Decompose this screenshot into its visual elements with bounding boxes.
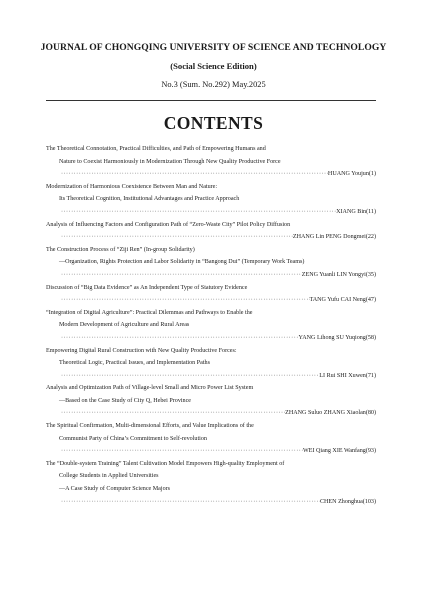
article-title: The “Double-system Training” Talent Cultivation Model Empowers High-quality Employment of [46,460,285,467]
dot-leader [46,231,293,244]
dot-leader [46,496,320,509]
article-title-continued: Communist Party of China’s Commitment to Self-revolution [59,435,207,442]
author-line [46,407,376,420]
header-rule [46,100,376,101]
author-page: LI Rui SHI Xuwen(71) [319,372,376,379]
article-title: Empowering Digital Rural Construction with New Quality Productive Forces: [46,347,237,354]
dot-leader [46,294,310,307]
article-title: Discussion of “Big Data Evidence” as An Independent Type of Statutory Evidence [46,284,248,291]
article-title-continued: Theoretical Logic, Practical Issues, and Implementation Paths [59,360,210,367]
toc-list [46,143,376,508]
dot-leader [46,332,299,345]
article-title-continued: College Students in Applied Universities [59,473,159,480]
author-page: HUANG Youjun(1) [327,171,376,178]
author-page: WEI Qiang XIE Wanfang(93) [302,448,376,455]
toc-entry[interactable] [46,458,376,508]
author-page: XIANG Bin(11) [336,208,376,215]
dot-leader [46,370,319,383]
author-line [46,496,376,509]
dot-leader [46,407,285,420]
author-line [46,168,376,181]
toc-entry[interactable] [46,345,376,383]
article-title: The Construction Process of “Ziji Ren” (In-group Solidarity) [46,246,195,253]
article-title-continued: —Based on the Case Study of City Q, Hebei Province [59,397,192,404]
dot-leader [46,269,302,282]
toc-entry[interactable] [46,282,376,307]
author-line [46,332,376,345]
author-page: CHEN Zhonghua(103) [319,498,376,505]
article-title-continued: —A Case Study of Computer Science Majors [59,486,171,493]
article-title: Analysis of Influencing Factors and Configuration Path of “Zero-Waste City” Pilot Policy Diffusion [46,221,291,228]
dot-leader [46,168,328,181]
toc-entry[interactable] [46,244,376,282]
author-page: TANG Yufu CAI Neng(47) [309,297,376,304]
journal-title: JOURNAL OF CHONGQING UNIVERSITY OF SCIENCE AND TECHNOLOGY [40,42,387,53]
toc-entry[interactable] [46,143,376,181]
author-line [46,294,376,307]
author-page: ZHANG Suluo ZHANG Xiaolan(80) [285,410,376,417]
toc-entry[interactable] [46,307,376,345]
edition-subtitle: (Social Science Edition) [170,61,257,71]
author-page: YANG Lihong SU Yuqiong(58) [298,334,376,341]
toc-entry[interactable] [46,420,376,458]
article-title-continued: Nature to Coexist Harmoniously in Modernization Through New Quality Productive Force [59,158,281,165]
author-line [46,231,376,244]
article-title-continued: Its Theoretical Cognition, Institutional Advantages and Practice Approach [59,196,240,203]
toc-entry[interactable] [46,219,376,244]
article-title: The Theoretical Connotation, Practical Difficulties, and Path of Empowering Humans and [46,146,266,152]
author-line [46,269,376,282]
author-page: ZENG Yuanli LIN Yongyi(35) [301,271,376,278]
author-line [46,370,376,383]
author-line [46,445,376,458]
toc-entry[interactable] [46,382,376,420]
issue-info: No.3 (Sum. No.292) May.2025 [161,80,266,89]
dot-leader [46,206,336,219]
article-title: “Integration of Digital Agriculture”: Practical Dilemmas and Pathways to Enable the [46,309,253,316]
contents-heading: CONTENTS [163,113,264,133]
article-title: Modernization of Harmonious Coexistence Between Man and Nature: [46,183,218,190]
author-page: ZHANG Lin PENG Dongmei(22) [292,234,376,241]
article-title-continued: —Organization, Rights Protection and Labor Solidarity in “Bangong Dui” (Temporary Work Teams) [59,259,305,266]
toc-entry[interactable] [46,181,376,219]
dot-leader [46,445,303,458]
article-title-continued: Modern Development of Agriculture and Rural Areas [59,322,190,329]
article-title: Analysis and Optimization Path of Village-level Small and Micro Power List System [46,385,254,392]
article-title: The Spiritual Confirmation, Multi-dimensional Efforts, and Value Implications of the [46,423,254,430]
author-line [46,206,376,219]
